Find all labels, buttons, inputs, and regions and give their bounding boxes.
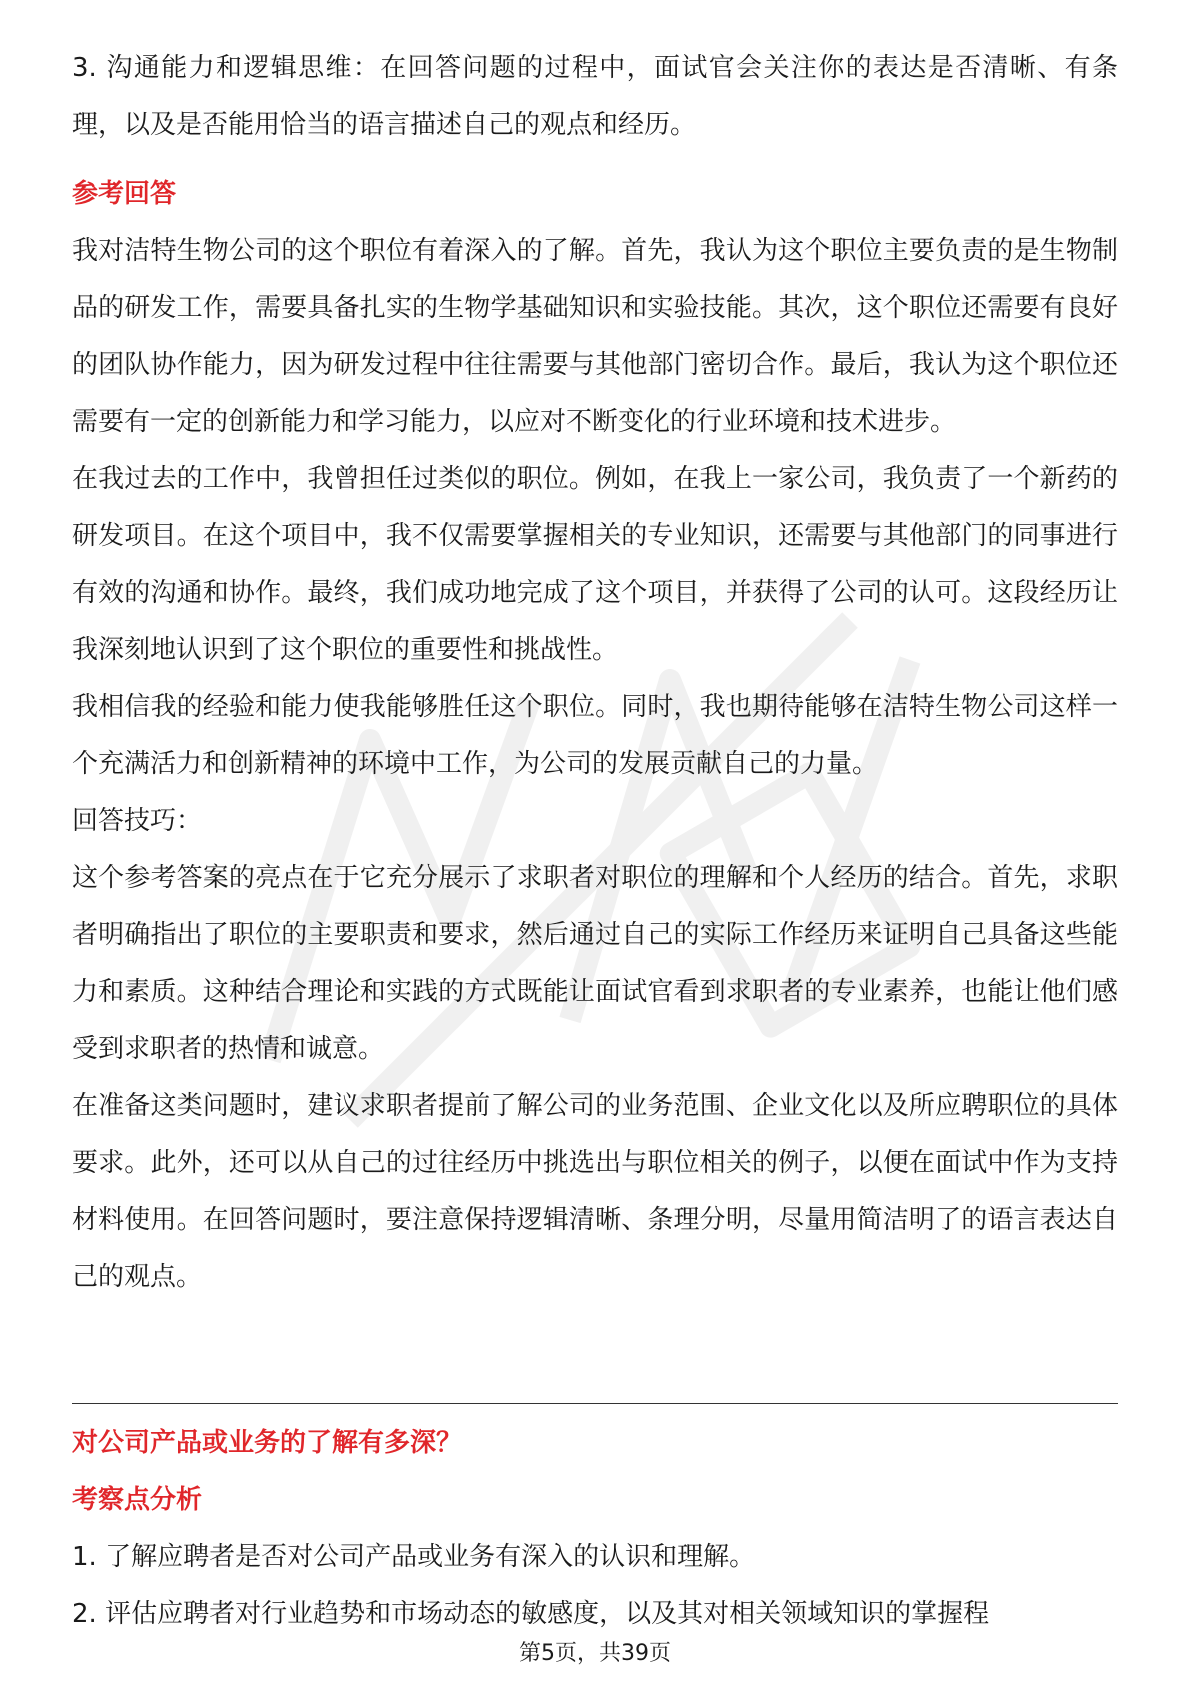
- answer-paragraph-2: 在我过去的工作中，我曾担任过类似的职位。例如，在我上一家公司，我负责了一个新药的研发项目。在这个项目中，我不仅需要掌握相关的专业知识，还需要与其他部门的同事进行有效的沟通和协作。最终，我们成功地完成了这个项目，并获得了公司的认可。这段经历让我深刻地认识到了这个职位的重要性和挑战性。: [72, 464, 1118, 665]
- tips-paragraph-2: 在准备这类问题时，建议求职者提前了解公司的业务范围、企业文化以及所应聘职位的具体要求。此外，还可以从自己的过往经历中挑选出与职位相关的例子，以便在面试中作为支持材料使用。在回答问题时，要注意保持逻辑清晰、条理分明，尽量用简洁明了的语言表达自己的观点。: [72, 1091, 1118, 1292]
- top-list-item-3: 3. 沟通能力和逻辑思维：在回答问题的过程中，面试官会关注你的表达是否清晰、有条理，以及是否能用恰当的语言描述自己的观点和经历。: [72, 53, 1118, 140]
- analysis-heading: 考察点分析: [72, 1485, 203, 1515]
- analysis-item-2: 2. 评估应聘者对行业趋势和市场动态的敏感度，以及其对相关领域知识的掌握程: [72, 1599, 990, 1629]
- tips-paragraph-1: 这个参考答案的亮点在于它充分展示了求职者对职位的理解和个人经历的结合。首先，求职者明确指出了职位的主要职责和要求，然后通过自己的实际工作经历来证明自己具备这些能力和素质。这种结合理论和实践的方式既能让面试官看到求职者的专业素养，也能让他们感受到求职者的热情和诚意。: [72, 863, 1118, 1064]
- tips-label: 回答技巧：: [72, 806, 203, 836]
- reference-answer-heading: 参考回答: [72, 179, 177, 209]
- next-question-section: [72, 1415, 1118, 1643]
- analysis-item-1: 1. 了解应聘者是否对公司产品或业务有深入的认识和理解。: [72, 1542, 756, 1572]
- page-footer: 第5页，共39页: [519, 1641, 671, 1666]
- page-content: [72, 40, 1118, 1306]
- answer-paragraph-1: 我对洁特生物公司的这个职位有着深入的了解。首先，我认为这个职位主要负责的是生物制品的研发工作，需要具备扎实的生物学基础知识和实验技能。其次，这个职位还需要有良好的团队协作能力，因为研发过程中往往需要与其他部门密切合作。最后，我认为这个职位还需要有一定的创新能力和学习能力，以应对不断变化的行业环境和技术进步。: [72, 236, 1118, 437]
- section-divider: [72, 1403, 1118, 1404]
- answer-paragraph-3: 我相信我的经验和能力使我能够胜任这个职位。同时，我也期待能够在洁特生物公司这样一个充满活力和创新精神的环境中工作，为公司的发展贡献自己的力量。: [72, 692, 1118, 779]
- next-question-title: 对公司产品或业务的了解有多深？: [72, 1428, 463, 1458]
